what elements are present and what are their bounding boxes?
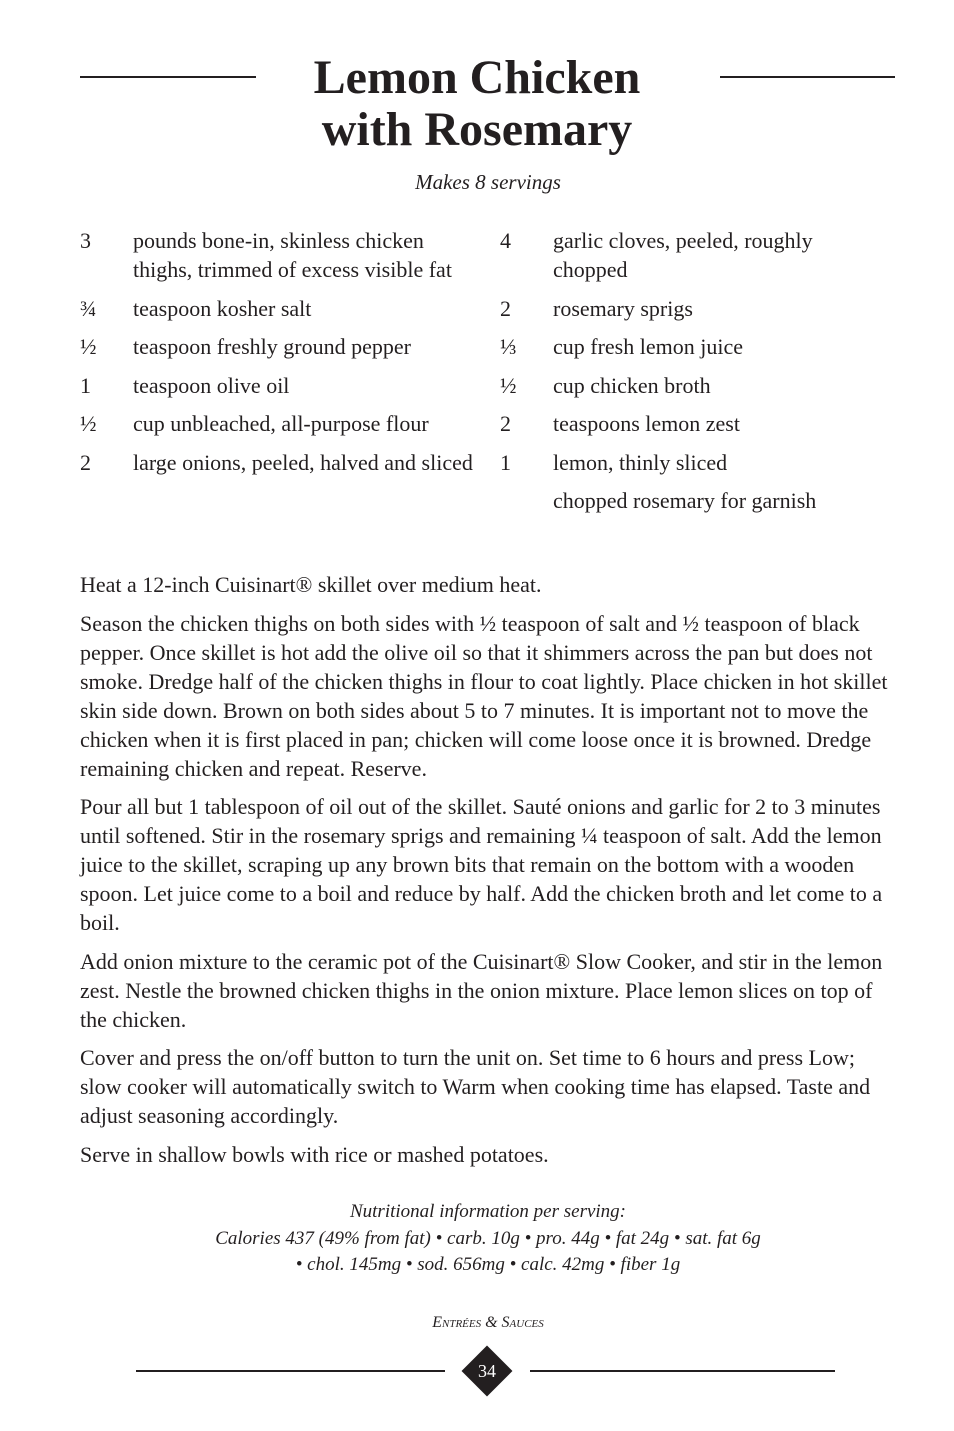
ingredient-description: cup unbleached, all-purpose flour bbox=[133, 411, 429, 436]
method-paragraph: Season the chicken thighs on both sides with ½ teaspoon of salt and ½ teaspoon of black pepper. Once skillet is hot add the olive oil so that it shimmers across the pan but does not smoke. Dredge half of the chicken thighs in flour to coat lightly. Place chicken in hot skillet skin side down. Brown on both sides about 5 to 7 minutes. It is important not to move the chicken when it is first placed in pan; chicken will come loose once it is browned. Dredge remaining chicken and repeat. Reserve. bbox=[80, 610, 888, 781]
ingredient-description: teaspoon freshly ground pepper bbox=[133, 334, 411, 359]
recipe-title bbox=[0, 52, 954, 156]
page-number: 34 bbox=[478, 1361, 496, 1381]
ingredients-right-column bbox=[500, 226, 880, 525]
ingredient-quantity bbox=[500, 486, 553, 515]
ingredient-item bbox=[80, 448, 480, 477]
ingredient-item bbox=[500, 448, 880, 477]
ingredient-description: garlic cloves, peeled, roughly chopped bbox=[553, 228, 813, 282]
ingredient-description: teaspoon olive oil bbox=[133, 372, 290, 398]
ingredient-quantity: ½ bbox=[500, 372, 517, 398]
ingredient-item bbox=[80, 409, 480, 438]
ingredient-quantity: 2 bbox=[500, 411, 511, 436]
method-paragraph: Add onion mixture to the ceramic pot of the Cuisinart® Slow Cooker, and stir in the lemon zest. Nestle the browned chicken thighs in the onion mixture. Place lemon slices on top of the chicken. bbox=[80, 948, 883, 1032]
servings-text: Makes 8 servings bbox=[415, 170, 561, 194]
nutrition-line-2: • chol. 145mg • sod. 656mg • calc. 42mg • fiber 1g bbox=[295, 1254, 681, 1275]
ingredient-quantity: ¾ bbox=[80, 295, 97, 321]
ingredient-item bbox=[80, 371, 480, 400]
ingredient-item bbox=[500, 486, 880, 515]
nutrition-line-1: Calories 437 (49% from fat) • carb. 10g • pro. 44g • fat 24g • sat. fat 6g bbox=[215, 1227, 761, 1249]
method-paragraph: Cover and press the on/off button to turn the unit on. Set time to 6 hours and press Low; slow cooker will automatically switch to Warm when cooking time has elapsed. Taste and adjust seasoning accordingly. bbox=[80, 1045, 871, 1128]
ingredient-description: teaspoons lemon zest bbox=[553, 411, 740, 436]
ingredient-item bbox=[500, 226, 880, 284]
nutrition-heading: Nutritional information per serving: bbox=[349, 1201, 627, 1222]
nutrition-info bbox=[0, 1199, 954, 1279]
ingredient-description: cup fresh lemon juice bbox=[553, 334, 743, 359]
ingredient-item bbox=[80, 294, 480, 323]
ingredient-description: teaspoon kosher salt bbox=[133, 295, 312, 321]
ingredient-description: pounds bone-in, skinless chicken thighs, trimmed of excess visible fat bbox=[133, 228, 452, 282]
ingredient-item bbox=[500, 332, 880, 361]
recipe-title-line-2: with Rosemary bbox=[321, 103, 633, 156]
ingredient-quantity: 2 bbox=[80, 449, 91, 475]
method-paragraph: Serve in shallow bowls with rice or mashed potatoes. bbox=[80, 1141, 549, 1167]
ingredient-item bbox=[500, 371, 880, 400]
method-paragraph: Heat a 12-inch Cuisinart® skillet over medium heat. bbox=[80, 572, 542, 597]
ingredient-item bbox=[80, 226, 480, 284]
ingredient-quantity: 4 bbox=[500, 228, 511, 253]
recipe-title-line-1: Lemon Chicken bbox=[313, 51, 641, 104]
ingredient-item bbox=[500, 409, 880, 438]
ingredient-description: chopped rosemary for garnish bbox=[553, 488, 817, 513]
method-section bbox=[80, 570, 900, 1178]
ingredient-quantity: 3 bbox=[80, 228, 91, 253]
ingredient-description: lemon, thinly sliced bbox=[553, 449, 728, 475]
method-paragraph: Pour all but 1 tablespoon of oil out of the skillet. Sauté onions and garlic for 2 to 3 minutes until softened. Stir in the rosemary sprigs and remaining ¼ teaspoon of salt. Add the lemon juice to the skillet, scraping up any brown bits that remain on the bottom with a wooden spoon. Let juice come to a boil and reduce by half. Add the chicken broth and let come to a boil. bbox=[80, 794, 883, 935]
ingredient-item bbox=[80, 332, 480, 361]
ingredient-description: cup chicken broth bbox=[553, 372, 711, 398]
ingredient-quantity: ½ bbox=[80, 411, 97, 436]
ingredient-quantity: ½ bbox=[80, 334, 97, 359]
ingredient-quantity: 1 bbox=[500, 449, 511, 475]
ingredient-item bbox=[500, 294, 880, 323]
footer-rule-right bbox=[530, 1370, 835, 1372]
ingredient-description: rosemary sprigs bbox=[553, 295, 693, 321]
ingredient-quantity: 1 bbox=[80, 372, 91, 398]
ingredient-quantity: 2 bbox=[500, 295, 511, 321]
section-name: Entrées & Sauces bbox=[432, 1314, 544, 1331]
ingredient-quantity: ⅓ bbox=[500, 334, 517, 359]
ingredients-left-column bbox=[80, 226, 480, 486]
footer-rule-left bbox=[136, 1370, 445, 1372]
ingredient-description: large onions, peeled, halved and sliced bbox=[133, 449, 473, 475]
